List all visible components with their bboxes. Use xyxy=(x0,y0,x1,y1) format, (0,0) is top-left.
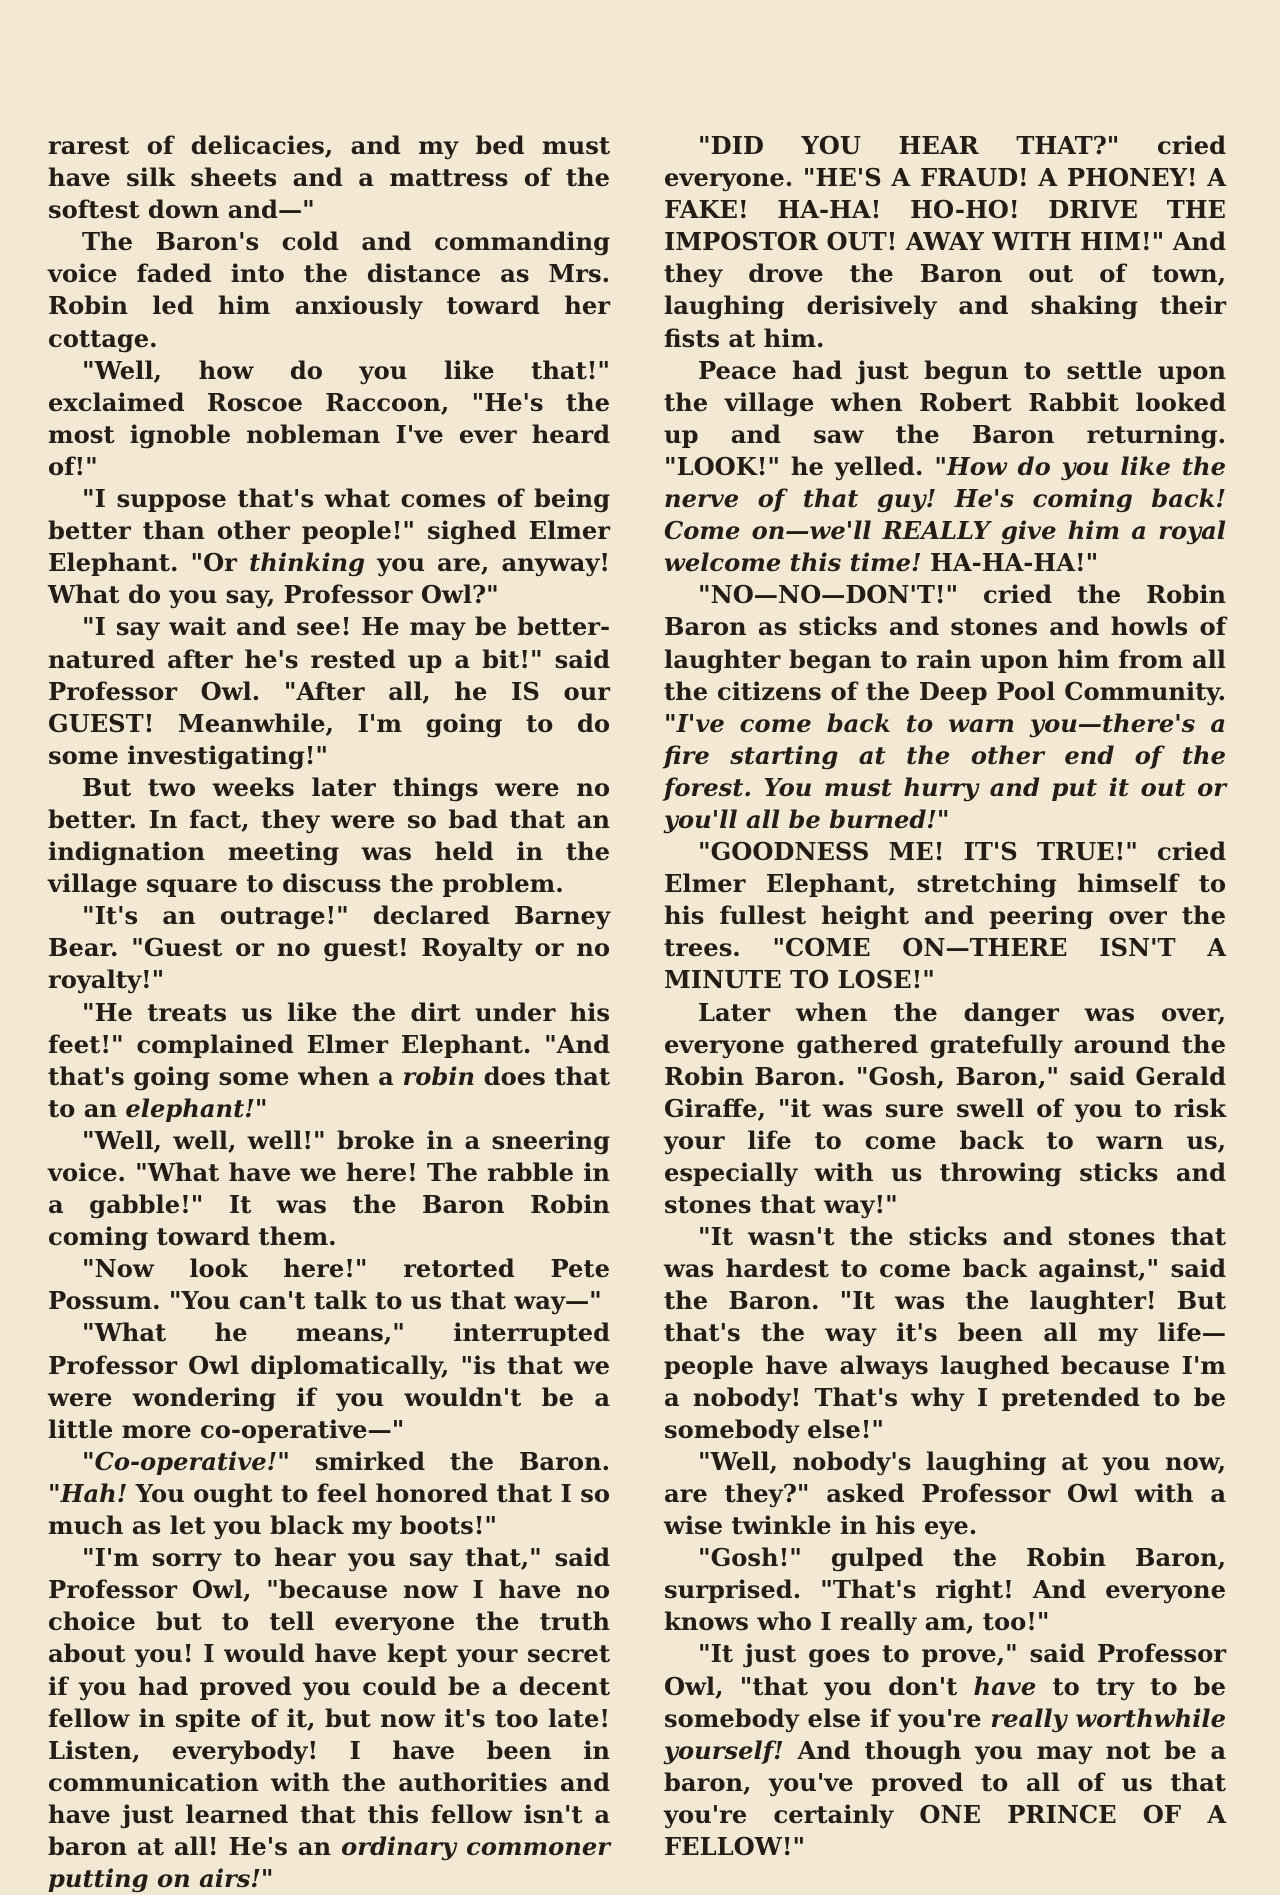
text-run: "DID YOU HEAR THAT?" cried everyone. "HE'S A FRAUD! A PHONEY! A FAKE! HA-HA! HO-HO! DRIVE THE IMPOSTOR OUT! AWAY WITH HIM!" And they drove the Baron out of town, laughing derisively and shaking their fists at him. xyxy=(664,131,1226,353)
story-paragraph xyxy=(664,355,1226,580)
story-paragraph xyxy=(48,483,610,611)
text-run: you are, anyway! What do you say, Professor Owl?" xyxy=(48,548,610,610)
text-run: to try to be somebody else if you're xyxy=(664,1671,1226,1733)
text-run: "It wasn't the sticks and stones that was hardest to come back against," said the Baron. "It was the laughter! But that's the way it's been all my life—people have always laughed because I'm a nobody! That's why I pretended to be somebody else!" xyxy=(664,1222,1226,1444)
story-paragraph xyxy=(664,1221,1226,1446)
story-paragraph xyxy=(664,130,1226,355)
italic-text-run: "How do you like the nerve of that guy! He's coming back! Come on—we'll REALLY give him a royal welcome this time! xyxy=(664,451,1226,578)
text-run: You ought to feel honored that I so much as let you black my boots!" xyxy=(48,1478,610,1541)
text-run: "I'm sorry to hear you say that," said Professor Owl, "because now I have no choice but to tell everyone the truth about you! I would have kept your secret if you had proved you could be a decent fellow in spite of it, but now it's too late! Listen, everybody! I have been in communication with the authorities and have just learned that this fellow isn't a baron at all! He's an xyxy=(48,1543,610,1861)
story-paragraph xyxy=(664,1446,1226,1542)
story-paragraph xyxy=(664,836,1226,996)
story-paragraph xyxy=(48,1542,610,1895)
text-run: does that to an xyxy=(48,1061,610,1123)
story-paragraph xyxy=(48,130,610,226)
text-run: Later when the danger was over, everyone gathered gratefully around the Robin Baron. "Gosh, Baron," said Gerald Giraffe, "it was sure swell of you to risk your life to come back to warn us, especially with us throwing sticks and stones that way!" xyxy=(664,997,1226,1220)
story-paragraph xyxy=(48,1317,610,1445)
text-run: "It's an outrage!" declared Barney Bear. "Guest or no guest! Royalty or no royalty!" xyxy=(48,901,610,995)
italic-text-run: "Co-operative!" xyxy=(82,1446,290,1476)
right-text-column xyxy=(664,130,1226,1863)
text-run: "I say wait and see! He may be better-natured after he's rested up a bit!" said Professor Owl. "After all, he IS our GUEST! Meanwhile, I'm going to do some investigating!" xyxy=(48,612,610,770)
italic-text-run: elephant!" xyxy=(125,1093,268,1123)
italic-text-run: really worthwhile yourself! xyxy=(664,1703,1226,1765)
text-run: "I suppose that's what comes of being better than other people!" sighed Elmer Elephant. "Or xyxy=(48,484,610,578)
story-paragraph xyxy=(48,611,610,771)
text-run: "What he means," interrupted Professor Owl diplomatically, "is that we were wondering if you wouldn't be a little more co-operative—" xyxy=(48,1318,610,1444)
text-run: Peace had just begun to settle upon the village when Robert Rabbit looked up and saw the Baron returning. "LOOK!" he yelled. xyxy=(664,355,1226,481)
story-paragraph xyxy=(48,997,610,1125)
italic-text-run: have xyxy=(973,1671,1037,1701)
text-run: "Well, how do you like that!" exclaimed Roscoe Raccoon, "He's the most ignoble nobleman I've ever heard of!" xyxy=(48,355,610,481)
text-run: "Gosh!" gulped the Robin Baron, surprised. "That's right! And everyone knows who I really am, too!" xyxy=(664,1543,1226,1637)
italic-text-run: "Hah! xyxy=(48,1478,128,1508)
story-paragraph xyxy=(48,226,610,354)
story-paragraph xyxy=(48,772,610,900)
story-paragraph xyxy=(48,355,610,483)
text-run: "NO—NO—DON'T!" cried the Robin Baron as sticks and stones and howls of laughter began to rain upon him from all the citizens of the Deep Pool Community. xyxy=(664,580,1226,706)
story-paragraph xyxy=(48,900,610,996)
text-run: "He treats us like the dirt under his feet!" complained Elmer Elephant. "And that's going some when a xyxy=(48,997,610,1091)
italic-text-run: "I've come back to warn you—there's a fire starting at the other end of the forest. You must hurry and put it out or you'll all be burned!" xyxy=(664,708,1226,834)
text-run: "Well, nobody's laughing at you now, are they?" asked Professor Owl with a wise twinkle in his eye. xyxy=(664,1446,1226,1541)
text-run: And though you may not be a baron, you've proved to all of us that you're certainly ONE PRINCE OF A FELLOW!" xyxy=(664,1735,1226,1861)
text-run: "Well, well, well!" broke in a sneering voice. "What have we here! The rabble in a gabble!" It was the Baron Robin coming toward them. xyxy=(48,1125,610,1252)
story-paragraph xyxy=(48,1125,610,1253)
text-run: The Baron's cold and commanding voice faded into the distance as Mrs. Robin led him anxiously toward her cottage. xyxy=(48,227,610,353)
story-paragraph xyxy=(664,579,1226,836)
italic-text-run: ordinary commoner putting on airs!" xyxy=(48,1831,610,1894)
text-run: "It just goes to prove," said Professor Owl, "that you don't xyxy=(664,1639,1226,1701)
italic-text-run: thinking xyxy=(249,548,366,578)
text-run: rarest of delicacies, and my bed must have silk sheets and a mattress of the softest down and—" xyxy=(48,131,610,225)
left-text-column xyxy=(48,130,610,1895)
text-run: HA-HA-HA!" xyxy=(921,548,1099,578)
text-run: smirked the Baron. xyxy=(289,1446,610,1476)
text-run: But two weeks later things were no better. In fact, they were so bad that an indignation meeting was held in the village square to discuss the problem. xyxy=(48,772,610,899)
story-paragraph xyxy=(48,1446,610,1542)
story-paragraph xyxy=(664,997,1226,1222)
italic-text-run: robin xyxy=(402,1061,476,1091)
text-run: "GOODNESS ME! IT'S TRUE!" cried Elmer Elephant, stretching himself to his fullest height and peering over the trees. "COME ON—THERE ISN'T A MINUTE TO LOSE!" xyxy=(664,837,1226,995)
story-paragraph xyxy=(664,1638,1226,1863)
text-run: "Now look here!" retorted Pete Possum. "You can't talk to us that way—" xyxy=(48,1254,610,1316)
story-paragraph xyxy=(664,1542,1226,1638)
story-paragraph xyxy=(48,1253,610,1317)
